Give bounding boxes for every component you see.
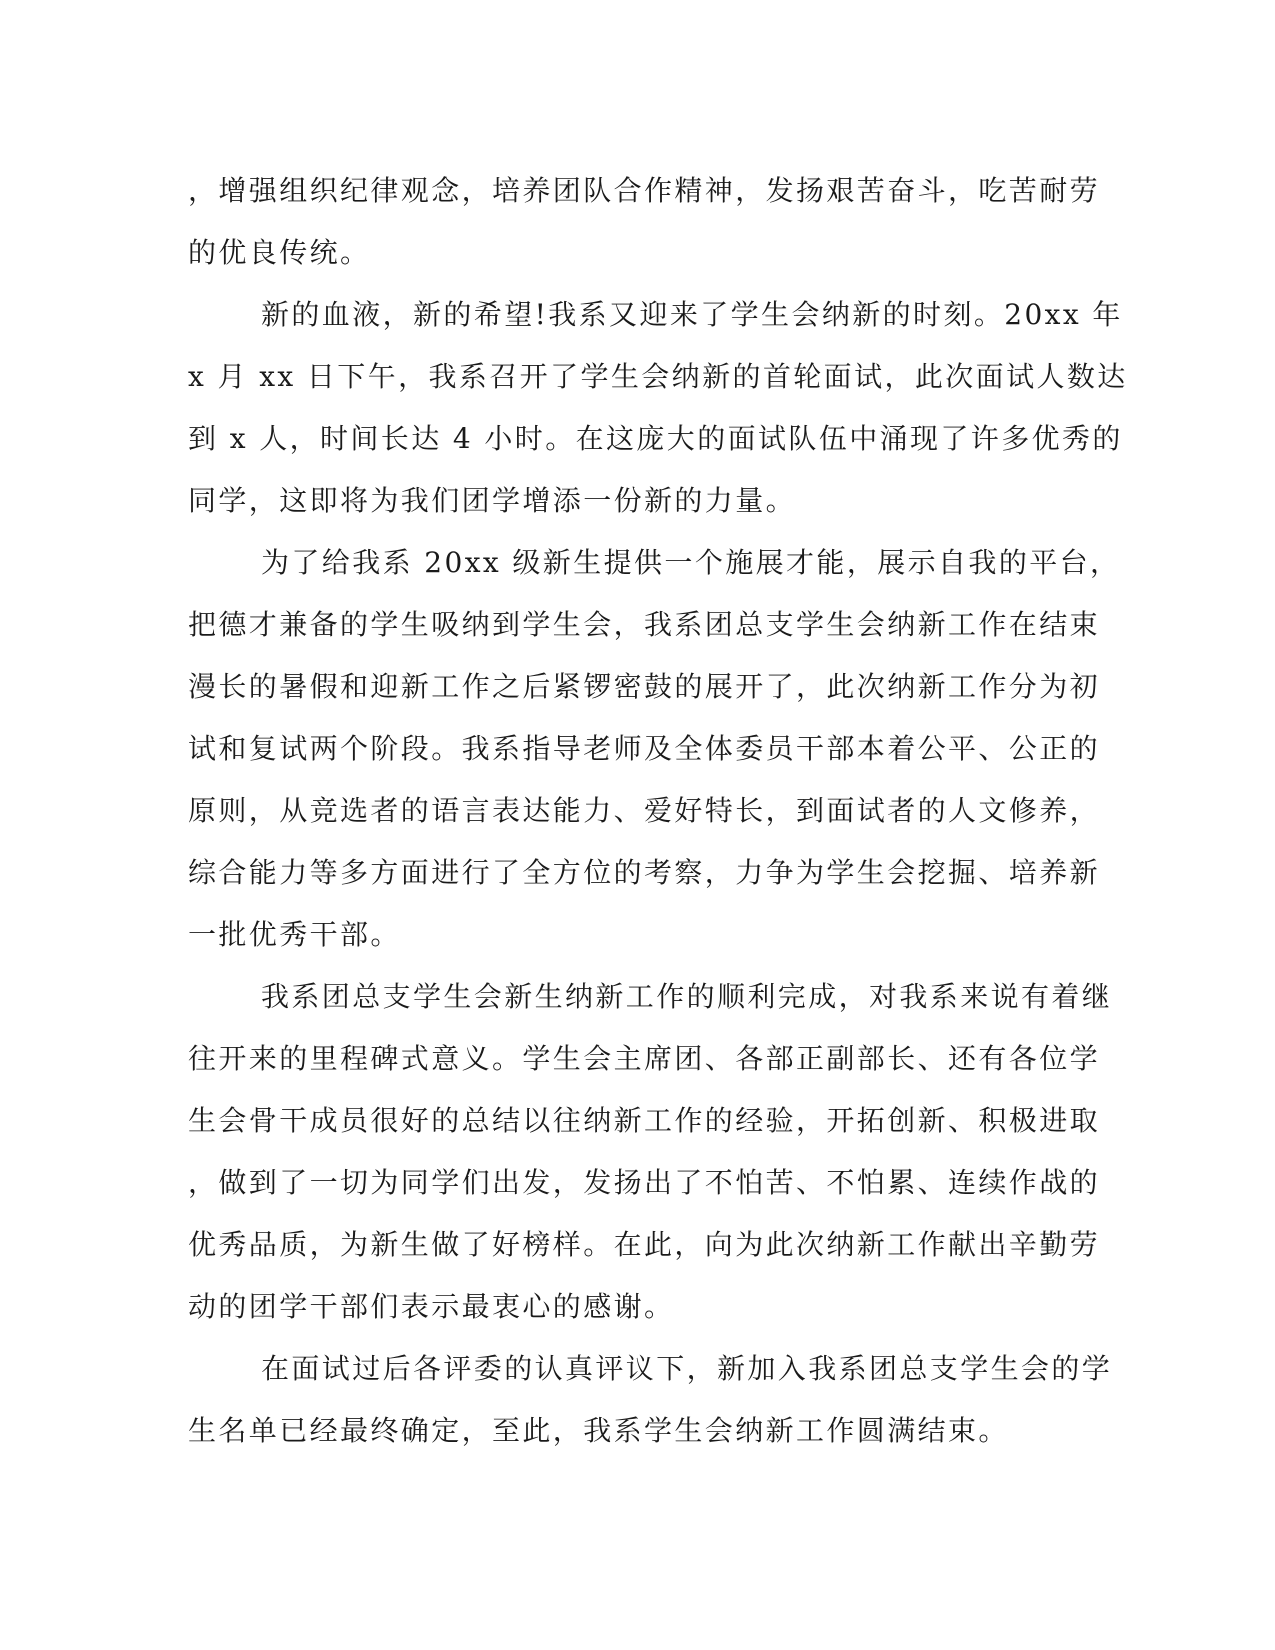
text-line: 生名单已经最终确定，至此，我系学生会纳新工作圆满结束。 bbox=[188, 1414, 1009, 1447]
paragraph bbox=[188, 1338, 1113, 1462]
text-line: 漫长的暑假和迎新工作之后紧锣密鼓的展开了，此次纳新工作分为初 bbox=[188, 670, 1101, 703]
text-line: 综合能力等多方面进行了全方位的考察，力争为学生会挖掘、培养新 bbox=[188, 856, 1101, 889]
text-line: 新的血液，新的希望!我系又迎来了学生会纳新的时刻。20xx 年 bbox=[261, 298, 1123, 331]
text-line: x 月 xx 日下午，我系召开了学生会纳新的首轮面试，此次面试人数达 bbox=[188, 360, 1128, 393]
text-line: 生会骨干成员很好的总结以往纳新工作的经验，开拓创新、积极进取 bbox=[188, 1104, 1101, 1137]
text-line: 我系团总支学生会新生纳新工作的顺利完成，对我系来说有着继 bbox=[261, 980, 1113, 1013]
text-line: 为了给我系 20xx 级新生提供一个施展才能，展示自我的平台， bbox=[261, 546, 1121, 579]
text-line: 试和复试两个阶段。我系指导老师及全体委员干部本着公平、公正的 bbox=[188, 732, 1101, 765]
text-line: 优秀品质，为新生做了好榜样。在此，向为此次纳新工作献出辛勤劳 bbox=[188, 1228, 1101, 1261]
text-line: 往开来的里程碑式意义。学生会主席团、各部正副部长、还有各位学 bbox=[188, 1042, 1101, 1075]
text-line: 把德才兼备的学生吸纳到学生会，我系团总支学生会纳新工作在结束 bbox=[188, 608, 1101, 641]
text-line: ，做到了一切为同学们出发，发扬出了不怕苦、不怕累、连续作战的 bbox=[188, 1166, 1101, 1199]
paragraph bbox=[188, 160, 1101, 284]
paragraph bbox=[188, 284, 1128, 532]
text-line: 的优良传统。 bbox=[188, 236, 371, 269]
text-line: 在面试过后各评委的认真评议下，新加入我系团总支学生会的学 bbox=[261, 1352, 1113, 1385]
paragraph bbox=[188, 532, 1121, 966]
paragraph bbox=[188, 966, 1113, 1338]
text-line: 一批优秀干部。 bbox=[188, 918, 401, 951]
document-body bbox=[188, 160, 1128, 1462]
text-line: 动的团学干部们表示最衷心的感谢。 bbox=[188, 1290, 675, 1323]
text-line: ，增强组织纪律观念，培养团队合作精神，发扬艰苦奋斗，吃苦耐劳 bbox=[188, 174, 1101, 207]
text-line: 到 x 人，时间长达 4 小时。在这庞大的面试队伍中涌现了许多优秀的 bbox=[188, 422, 1123, 455]
text-line: 同学，这即将为我们团学增添一份新的力量。 bbox=[188, 484, 797, 517]
text-line: 原则，从竞选者的语言表达能力、爱好特长，到面试者的人文修养， bbox=[188, 794, 1101, 827]
